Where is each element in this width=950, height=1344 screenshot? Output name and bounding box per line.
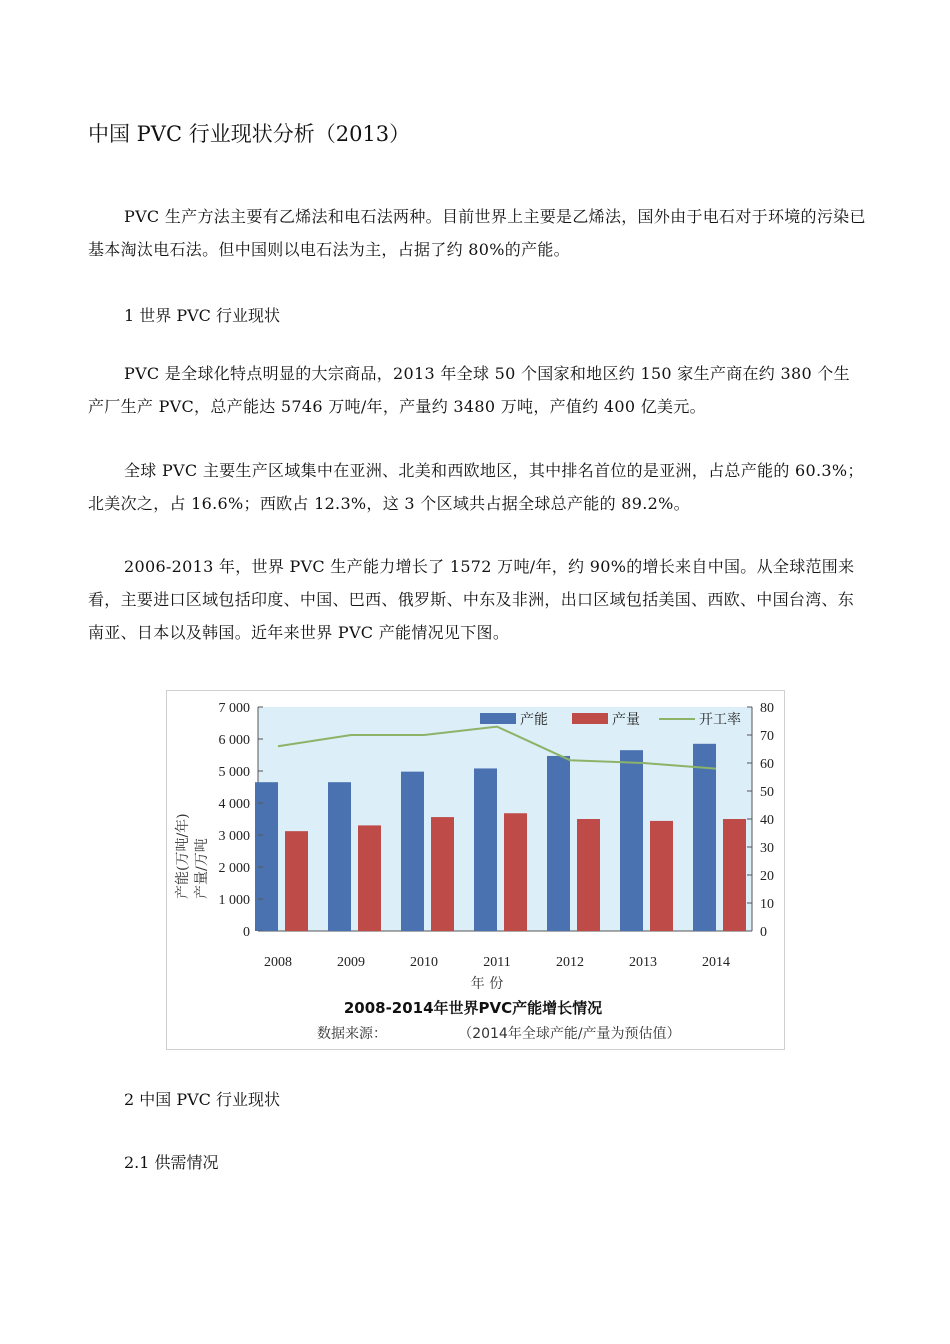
right-tick-label: 30 [760,841,774,856]
chart-svg [167,691,784,1049]
x-tick-label-2014: 2014 [702,955,730,970]
bar-capacity-2013 [620,750,643,931]
left-tick-label: 2 000 [218,861,250,876]
left-tick-label: 4 000 [218,797,250,812]
section-2-1-heading: 2.1 供需情况 [124,1153,219,1172]
y-axis-label-capacity: 产能(万吨/年) [175,813,191,899]
right-tick-label: 0 [760,925,767,940]
x-tick-label-2009: 2009 [337,955,365,970]
x-tick-label-2010: 2010 [410,955,438,970]
right-tick-label: 80 [760,701,774,716]
section-1-paragraph-1: PVC 是全球化特点明显的大宗商品，2013 年全球 50 个国家和地区约 150 家生产商在约 380 个生产厂生产 PVC，总产能达 5746 万吨/年，产量约 3480 万吨，产值约 400 亿美元。 [88,364,850,416]
bar-capacity-2014 [693,744,716,931]
legend-swatch-产能 [480,713,516,724]
bar-output-2014 [723,819,746,931]
bar-output-2008 [285,831,308,931]
legend-label-产量: 产量 [612,712,640,728]
pvc-capacity-chart [166,690,785,1050]
bar-capacity-2008 [255,782,278,931]
x-tick-label-2013: 2013 [629,955,657,970]
right-tick-label: 60 [760,757,774,772]
right-tick-label: 10 [760,897,774,912]
x-tick-label-2008: 2008 [264,955,292,970]
x-tick-label-2011: 2011 [483,955,511,970]
page-title: 中国 PVC 行业现状分析（2013） [88,122,411,146]
right-tick-label: 50 [760,785,774,800]
left-tick-label: 1 000 [218,893,250,908]
right-tick-label: 20 [760,869,774,884]
bar-output-2013 [650,821,673,931]
right-tick-label: 40 [760,813,774,828]
bar-capacity-2011 [474,768,497,931]
left-tick-label: 5 000 [218,765,250,780]
left-tick-label: 7 000 [218,701,250,716]
bar-output-2012 [577,819,600,931]
bar-output-2010 [431,817,454,931]
section-2-heading: 2 中国 PVC 行业现状 [124,1090,281,1109]
left-tick-label: 0 [243,925,250,940]
intro-paragraph: PVC 生产方法主要有乙烯法和电石法两种。目前世界上主要是乙烯法，国外由于电石对于环境的污染已基本淘汰电石法。但中国则以电石法为主，占据了约 80%的产能。 [88,207,866,259]
section-1-paragraph-3: 2006-2013 年，世界 PVC 生产能力增长了 1572 万吨/年，约 90%的增长来自中国。从全球范围来看，主要进口区域包括印度、中国、巴西、俄罗斯、中东及非洲，出口区域包括美国、西欧、中国台湾、东南亚、日本以及韩国。近年来世界 PVC 产能情况见下图。 [88,557,855,642]
bar-output-2011 [504,813,527,931]
legend-label-产能: 产能 [520,712,548,728]
y-axis-label-output: 产量/万吨 [194,838,210,899]
x-tick-label-2012: 2012 [556,955,584,970]
right-tick-label: 70 [760,729,774,744]
legend-label-开工率: 开工率 [699,712,741,728]
legend-swatch-产量 [572,713,608,724]
bar-capacity-2009 [328,782,351,931]
x-axis-label: 年 份 [470,976,504,992]
bar-capacity-2010 [401,772,424,931]
bar-capacity-2012 [547,756,570,931]
chart-title: 2008-2014年世界PVC产能增长情况 [343,999,603,1017]
section-1-heading: 1 世界 PVC 行业现状 [124,306,281,325]
left-tick-label: 6 000 [218,733,250,748]
bar-output-2009 [358,825,381,931]
chart-source: 数据来源： （2014年全球产能/产量为预估值） [317,1026,681,1042]
left-tick-label: 3 000 [218,829,250,844]
x-tick-labels [264,955,730,970]
section-1-paragraph-2: 全球 PVC 主要生产区域集中在亚洲、北美和西欧地区，其中排名首位的是亚洲，占总产能的 60.3%；北美次之，占 16.6%；西欧占 12.3%，这 3 个区域共占据全球总产能的 89.2%。 [88,461,864,513]
